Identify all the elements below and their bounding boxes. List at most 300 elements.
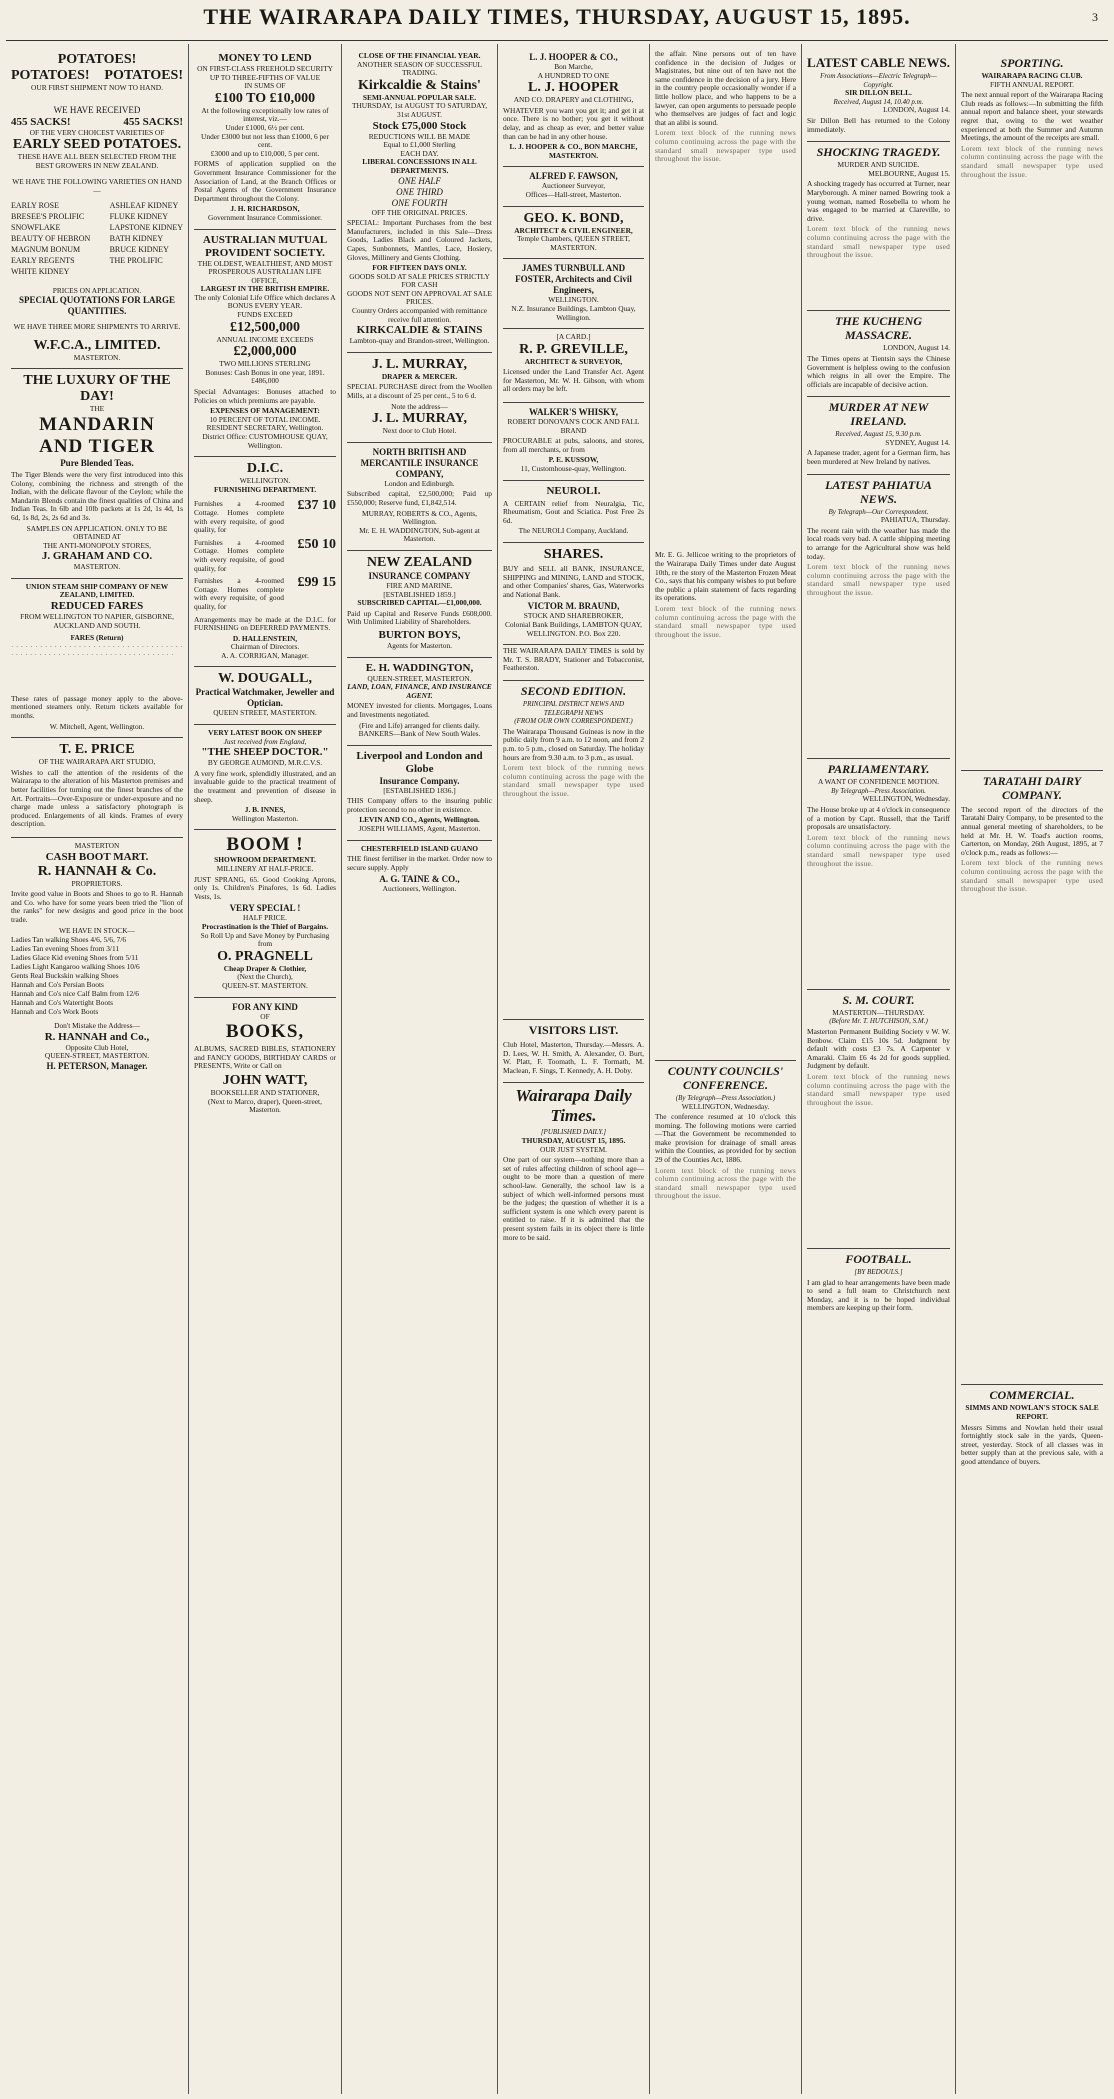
hannah-firm: R. HANNAH & Co.: [37, 863, 157, 879]
lpl-sub: Insurance Company.: [379, 775, 460, 786]
amp-mutual: The only Colonial Life Office which declares A BONUS EVERY YEAR.: [194, 292, 336, 311]
hannah-body: Invite good value in Boots and Shoes to go to R. Hannah and Co. who have for some years been tried the "lion of the ranks" for new designs and good price in the boot trade.: [11, 889, 183, 924]
potatoes-special: SPECIAL QUOTATIONS FOR LARGE QUANTITIES.: [19, 295, 175, 317]
guano-ad: [347, 841, 492, 900]
liverpool-ad: [347, 746, 492, 841]
stock-item: Ladies Glace Kid evening Shoes from 5/11: [11, 953, 139, 963]
potatoes-ad: [11, 48, 183, 369]
dougall-street: QUEEN STREET, MASTERTON.: [213, 708, 317, 718]
stock-item: Hannah and Co's Watertight Boots: [11, 998, 114, 1008]
nzi-est: [ESTABLISHED 1859.]: [383, 589, 456, 599]
nb-loc: London and Edinburgh.: [384, 478, 455, 488]
cable-2-sub: MURDER AND SUICIDE.: [837, 160, 920, 170]
murray-name2: J. L. MURRAY,: [371, 411, 468, 427]
close-dates: THURSDAY, 1st AUGUST TO SATURDAY, 31st AUGUST.: [351, 101, 488, 119]
amp-resident: RESIDENT SECRETARY, Wellington.: [206, 423, 324, 433]
guano-firm: A. G. TAINE & CO.,: [379, 874, 460, 885]
steam-head: UNION STEAM SHIP COMPANY OF NEW ZEALAND, LIMITED.: [25, 581, 169, 600]
lpl-agents: LEVIN AND CO., Agents, Wellington.: [359, 815, 480, 825]
tea-ad: [11, 369, 183, 579]
shares-body: BUY and SELL all BANK, INSURANCE, SHIPPING and MINING, LAND and STOCK, and other Companies' shares, Gas, Waterworks and National Bank.: [503, 564, 644, 599]
commercial-sub: SIMMS AND NOWLAN'S STOCK SALE REPORT.: [965, 1403, 1099, 1421]
money-terms: At the following exceptionally low rates of interest, viz.—: [201, 105, 329, 124]
dic-price-3: £99 15: [297, 575, 336, 591]
nb-head: NORTH BRITISH AND MERCANTILE INSURANCE COMPANY,: [360, 446, 479, 479]
close-orig: OFF THE ORIGINAL PRICES.: [371, 207, 468, 217]
potato-variety: BATH KIDNEY: [109, 233, 164, 243]
boom-head: BOOM !: [226, 834, 304, 856]
money-rate2: Under £3000 but not less than £1000, 6 per cent.: [201, 131, 329, 150]
hooper-sign: L. J. HOOPER & CO., BON MARCHE, MASTERTON.: [509, 142, 638, 160]
money-rate3: £3000 and up to £10,000, 5 per cent.: [210, 148, 320, 158]
turnbull-sub: N.Z. Insurance Buildings, Lambton Quay, Wellington.: [511, 303, 636, 322]
steamship-ad: [11, 579, 183, 738]
cable-1-head: SIR DILLON BELL.: [845, 88, 912, 98]
fawson-offices: Offices—Hall-street, Masterton.: [525, 189, 622, 199]
hannah-head2: CASH BOOT MART.: [45, 850, 149, 863]
second-edition-by: (FROM OUR OWN CORRESPONDENT.): [514, 717, 633, 726]
potatoes-sacks-left: 455 SACKS!: [11, 115, 71, 128]
close-fifteen: FOR FIFTEEN DAYS ONLY.: [372, 263, 467, 273]
sm-court-head: S. M. COURT.: [807, 989, 950, 1007]
cables-head: LATEST CABLE NEWS.: [807, 55, 950, 70]
amp-expenses: 10 PERCENT OF TOTAL INCOME.: [209, 414, 321, 424]
page-title: THE WAIRARAPA DAILY TIMES, THURSDAY, AUGUST 15, 1895.: [203, 4, 911, 29]
close-equal: Equal to £1,000 Sterling: [383, 140, 456, 150]
dic-name: D. HALLENSTEIN,: [232, 633, 298, 643]
potatoes-varieties-line: OF THE VERY CHOICEST VARIETIES OF: [29, 127, 165, 137]
nb-capital: Subscribed capital, £2,500,000; Paid up £550,000; Reserve fund, £1,842,514.: [347, 489, 492, 507]
cable-5-body: The recent rain with the weather has made the local roads very bad. A cattle shipping meeting to arrange for the Agricultural show was held today.: [807, 525, 950, 561]
steam-agent: W. Mitchell, Agent, Wellington.: [49, 721, 145, 731]
editorial-body: One part of our system—nothing more than a set of rules affecting children of school age—ought to be more than a question of mere school-law. Generally, the school law is a subject of which well-informed persons must be the judges; the question of whether it is a sufficient system is one which every parent is entitled to raise. If it is admitted that the present system fails in its object there is little more to be said.: [503, 1155, 644, 1242]
cable-2-filler: Lorem text block of the running news column continuing across the page with the standard small newspaper type used throughout the issue.: [807, 224, 950, 260]
column-1: [6, 44, 189, 2094]
dic-ad: [194, 457, 336, 667]
columns: [6, 44, 1108, 2094]
close-goods: GOODS SOLD AT SALE PRICES STRICTLY FOR CASH: [349, 271, 490, 290]
nb-agents: MURRAY, ROBERTS & CO., Agents, Wellington.: [362, 508, 477, 527]
potatoes-sacks-right: 455 SACKS!: [123, 115, 183, 128]
north-british-ad: [347, 443, 492, 551]
parliament-head: PARLIAMENTARY.: [807, 758, 950, 776]
cable-5-filler: Lorem text block of the running news column continuing across the page with the standard small newspaper type used throughout the issue.: [807, 562, 950, 597]
close-goods2: GOODS NOT SENT ON APPROVAL AT SALE PRICES.: [347, 288, 492, 307]
potato-variety: LAPSTONE KIDNEY: [109, 222, 183, 232]
cable-5-place: PAHIATUA, Thursday.: [880, 515, 950, 525]
wad-land: LAND, LOAN, FINANCE, AND INSURANCE AGENT.: [347, 682, 492, 700]
steam-fares-rows: · · · · · · · · · · · · · · · · · · · · · · · · · · · · · · · · · · · · · · · · · · · · · · · · · · · · · · · · · · · · · · · · · · · · · · ·: [11, 641, 183, 660]
close-country: Country Orders accompanied with remittance receive full attention.: [351, 306, 488, 324]
hannah-dont: Don't Mistake the Address—: [54, 1021, 140, 1031]
parliament-sub: A WANT OF CONFIDENCE MOTION.: [817, 777, 940, 787]
county-head: COUNTY COUNCILS' CONFERENCE.: [655, 1060, 796, 1092]
dic-price-1: £37 10: [297, 498, 336, 514]
sporting-body: The next annual report of the Wairarapa Racing Club reads as follows:—In submitting the fifth annual report and balance sheet, your stewards regret that, owing to the wet weather experienced at both the Summer and Autumn Meetings, the amount of the receipts are small.: [961, 90, 1103, 143]
cable-4-place: SYDNEY, August 14.: [885, 437, 950, 447]
editorial-date: THURSDAY, AUGUST 15, 1895.: [521, 1136, 626, 1146]
boom-show: SHOWROOM DEPARTMENT.: [214, 855, 316, 865]
tea-body: The Tiger Blends were the very first introduced into this Colony, combining the richness and strength of the Indian, with the delicate flavour of the Ceylon; while the Mandarin Blends contain the finest qualities of China and Indian Teas. In 6lb and 10lb packets at 1s 2d, 1s 4d, 1s 6d, 1s 8d, 2s, 2s 6d and 3s.: [11, 469, 183, 522]
lpl-local: JOSEPH WILLIAMS, Agent, Masterton.: [358, 824, 481, 834]
potatoes-head-right: POTATOES!: [104, 68, 183, 83]
murray-trade: DRAPER & MERCER.: [381, 371, 458, 381]
cable-1-body: Sir Dillon Bell has returned to the Colony immediately.: [807, 115, 950, 134]
neuroli-head: NEUROLI.: [546, 484, 601, 497]
murray-ad: [347, 353, 492, 443]
boom-next: (Next the Church),: [237, 972, 293, 982]
dic-wellington: WELLINGTON.: [239, 476, 291, 486]
price-name: T. E. PRICE: [59, 742, 135, 758]
potato-variety: SNOWFLAKE: [11, 222, 61, 232]
potatoes-right-list: [110, 200, 183, 277]
news-1: the affair. Nine persons out of ten have confidence in the decision of Judges or Magistrates, but nine out of ten have not the same confidence in the decision of a jury. Here in the country people occasionally wonder if a little hollow place, and who happens to be a lawyer, can open arguments to persuade people who themselves are judges of fact and logic that an alibi is sound.: [655, 49, 796, 127]
visitors-body: Club Hotel, Masterton, Thursday.—Messrs. A. D. Lees, W. H. Smith, A. Alexander, O. Burt, W. Platt, F. Toomath, L. F. Tormath, M. Maclean, F. Sings, T. Kennedy, A. H. Doby.: [503, 1040, 644, 1075]
books-any: FOR ANY KIND: [232, 1001, 298, 1012]
county-place: WELLINGTON, Wednesday.: [681, 1101, 770, 1111]
second-edition-sub: PRINCIPAL DISTRICT NEWS AND TELEGRAPH NEWS: [522, 699, 625, 717]
lpl-body: THIS Company offers to the insuring public protection second to no other in existence.: [347, 796, 492, 814]
money-ad: [194, 48, 336, 230]
parliament-by: By Telegraph—Press Association.: [831, 786, 926, 795]
editorial-masthead: Wairarapa Daily Times.: [503, 1082, 644, 1126]
potatoes-selected: THESE HAVE ALL BEEN SELECTED FROM THE BEST GROWERS IN NEW ZEALAND.: [17, 152, 177, 170]
guano-head: CHESTERFIELD ISLAND GUANO: [360, 843, 479, 853]
boom-ad: [194, 830, 336, 997]
second-edition-filler: Lorem text block of the running news column continuing across the page with the standard small newspaper type used throughout the issue.: [503, 763, 644, 798]
hannah-address: R. HANNAH and Co.,: [44, 1030, 150, 1043]
hooper-tag: A HUNDRED TO ONE: [537, 70, 610, 80]
cable-3-body: The Times opens at Tientsin says the Chinese Government is helpless owing to the confusion which reigns in all over the Empire. The officials are incapable of decisive action.: [807, 353, 950, 389]
money-up: UP TO THREE-FIFTHS OF VALUE: [209, 72, 321, 82]
boom-firm-sub: Cheap Draper & Clothier,: [223, 963, 307, 973]
steam-from: FROM WELLINGTON TO NAPIER, GISBORNE, AUCKLAND AND SOUTH.: [20, 612, 174, 630]
lpl-est: [ESTABLISHED 1836.]: [383, 785, 456, 795]
amp-sterling: TWO MILLIONS STERLING: [219, 359, 311, 369]
taratahi-filler: Lorem text block of the running news column continuing across the page with the standard small newspaper type used throughout the issue.: [961, 858, 1103, 894]
stock-item: Hannah and Co's Work Boots: [11, 1007, 99, 1017]
whisky-bond: ROBERT DONOVAN'S COCK AND FALL BRAND: [507, 417, 640, 435]
amp-district: District Office: CUSTOMHOUSE QUAY, Wellington.: [202, 432, 328, 450]
nzi-fire: FIRE AND MARINE.: [386, 580, 453, 590]
potato-variety: BRESEE'S PROLIFIC: [11, 211, 85, 221]
stock-item: Hannah and Co's nice Calf Balm from 12/6: [11, 989, 139, 999]
wad-name: E. H. WADDINGTON,: [365, 661, 474, 674]
second-edition-head: SECOND EDITION.: [503, 680, 644, 698]
steam-fares: REDUCED FARES: [50, 600, 144, 613]
sheep-by: BY GEORGE AUMOND, M.R.C.V.S.: [207, 758, 323, 768]
bond-addr: Temple Chambers, QUEEN STREET, MASTERTON.: [517, 234, 630, 252]
boom-proc: Procrastination is the Thief of Bargains.: [201, 921, 329, 931]
amp-annual-label: ANNUAL INCOME EXCEEDS: [216, 334, 314, 344]
sporting-filler: Lorem text block of the running news column continuing across the page with the standard small newspaper type used throughout the issue.: [961, 143, 1103, 179]
bond-name: GEO. K. BOND,: [523, 210, 624, 226]
hannah-queen: QUEEN-STREET, MASTERTON.: [44, 1051, 150, 1061]
close-liberal: LIBERAL CONCESSIONS IN ALL DEPARTMENTS.: [362, 157, 477, 175]
boom-milli: MILLINERY AT HALF-PRICE.: [216, 864, 314, 873]
tea-stores: THE ANTI-MONOPOLY STORES,: [43, 540, 151, 550]
neuroli-from: The NEUROLI Company, Auckland.: [518, 526, 629, 536]
neuroli-body: A CERTAIN relief from Neuralgia, Tic, Rheumatism, Gout and Sciatica. Post Free 2s 6d.: [503, 498, 644, 525]
county-by: (By Telegraph—Press Association.): [675, 1093, 776, 1102]
column-4: [498, 44, 650, 2094]
whisky-ad: [503, 403, 644, 481]
money-title: Government Insurance Commissioner.: [208, 212, 322, 222]
wad-money: MONEY invested for clients. Mortgages, Loans and Investments negotiated.: [347, 701, 492, 719]
potatoes-early: EARLY SEED POTATOES.: [12, 137, 182, 153]
close-addr: Lambton-quay and Brandon-street, Wellington.: [349, 336, 490, 346]
amp-sub: THE OLDEST, WEALTHIEST, AND MOST PROSPEROUS AUSTRALIAN LIFE OFFICE,: [197, 258, 333, 285]
second-edition-body: The Wairarapa Thousand Guineas is now in the public daily from 9 a.m. to 12 noon, and from 2 p.m. to 5 p.m., closed on Saturday. The holiday hours are from 9.30 a.m. to 3 p.m., as usual.: [503, 726, 645, 762]
sporting-fifth: FIFTH ANNUAL REPORT.: [990, 79, 1074, 89]
news-1-filler: Lorem text block of the running news column continuing across the page with the standard small newspaper type used throughout the issue.: [655, 128, 796, 164]
amp-bonus: Bonuses: Cash Bonus in one year, 1891. £486,000: [205, 367, 325, 386]
football-by: [BY BEDOULS.]: [854, 1267, 903, 1276]
boom-half: HALF PRICE.: [243, 913, 287, 923]
football-head: FOOTBALL.: [807, 1248, 950, 1266]
greville-head: [A CARD.]: [556, 332, 591, 342]
close-one-fourth: ONE FOURTH: [391, 197, 448, 208]
nz-insurance-ad: [347, 551, 492, 658]
amp-ad: [194, 230, 336, 458]
sheep-doctor-ad: [194, 725, 336, 830]
amp-expenses-head: EXPENSES OF MANAGEMENT:: [210, 406, 320, 416]
commercial-head: COMMERCIAL.: [961, 1384, 1103, 1402]
stock-item: Ladies Light Kangaroo walking Shoes 10/6: [11, 962, 140, 972]
potatoes-received: WE HAVE RECEIVED: [53, 104, 141, 115]
masthead: [0, 2, 1114, 42]
shares-name: VICTOR M. BRAUND,: [527, 601, 620, 612]
fawson-role: Auctioneer Surveyor,: [541, 181, 606, 191]
turnbull-firm: JAMES TURNBULL AND FOSTER, Architects and Civil Engineers,: [515, 263, 632, 296]
tea-pure: Pure Blended Teas.: [60, 457, 134, 468]
steam-fares-table: FARES (Return): [70, 633, 124, 643]
dougall-ad: [194, 667, 336, 725]
hannah-head: MASTERTON: [74, 840, 120, 850]
nzi-capital: SUBSCRIBED CAPITAL—£1,000,000.: [357, 598, 482, 608]
amp-largest: LARGEST IN THE BRITISH EMPIRE.: [200, 284, 330, 294]
close-another: ANOTHER SEASON OF SUCCESSFUL TRADING.: [356, 59, 483, 78]
tea-town: MASTERTON.: [73, 562, 121, 572]
amp-funds: £12,500,000: [230, 319, 300, 335]
page-number: 3: [1092, 10, 1098, 24]
tea-mandarin: MANDARIN: [39, 413, 155, 435]
visitors-head: VISITORS LIST.: [503, 1019, 644, 1037]
dic-arr: Arrangements may be made at the D.I.C. for FURNISHING on DEFERRED PAYMENTS.: [194, 614, 336, 633]
sm-court-filler: Lorem text block of the running news column continuing across the page with the standard small newspaper type used throughout the issue.: [807, 1071, 950, 1107]
news-2: Mr. E. G. Jellicoe writing to the proprietors of the Wairarapa Daily Times under date August 10th, re the story of the Masterton Frozen Meat Co., says that his company wishes to put before the public a plain statement of facts regarding its operations.: [655, 550, 796, 603]
county-filler: Lorem text block of the running news column continuing across the page with the standard small newspaper type used throughout the issue.: [655, 1165, 796, 1201]
parliament-body: The House broke up at 4 o'clock in consequence of a motion by Capt. Russell, that the Tariff proposals are unsatisfactory.: [807, 805, 950, 832]
editorial-est: [PUBLISHED DAILY.]: [540, 1128, 607, 1137]
murray-notes: Note the address—: [391, 401, 448, 411]
amp-head: AUSTRALIAN MUTUAL PROVIDENT SOCIETY.: [202, 233, 328, 259]
masthead-rule: [6, 40, 1108, 41]
books-of: OF: [260, 1011, 270, 1021]
nzi-agents-sub: Agents for Masterton.: [386, 640, 453, 650]
potatoes-following: WE HAVE THE FOLLOWING VARIETIES ON HAND—: [12, 177, 182, 195]
commercial-body: Messrs Simms and Nowlan held their usual fortnightly stock sale in the yards, Queen-street, yesterday. Stock of all classes was in better supply than at the previous sale, with a good attendance of buyers.: [961, 1422, 1103, 1466]
close-firm: Kirkcaldie & Stains': [358, 77, 481, 93]
potato-variety: BEAUTY OF HEBRON: [11, 233, 91, 243]
county-body: The conference resumed at 10 o'clock this morning. The following motions were carried—That the Government be recommended to make provision for drainage of small areas within the Counties, as provided for by section 29 of the Counties Act, 1886.: [655, 1112, 796, 1165]
cable-5-head: LATEST PAHIATUA NEWS.: [807, 474, 950, 506]
nzi-agents: BURTON BOYS,: [378, 628, 461, 641]
shares-ad: [503, 543, 644, 645]
stock-item: Ladies Tan walking Shoes 4/6, 5/6, 7/6: [11, 935, 127, 945]
potatoes-shipment: OUR FIRST SHIPMENT NOW TO HAND.: [31, 83, 163, 92]
bond-role: ARCHITECT & CIVIL ENGINEER,: [514, 225, 633, 235]
books-albums: ALBUMS, SACRED BIBLES, STATIONERY and FANCY GOODS, BIRTHDAY CARDS or PRESENTS, Write or Call on: [194, 1044, 336, 1071]
boom-be: So Roll Up and Save Money by Purchasing from: [200, 930, 330, 949]
taratahi-head: TARATAHI DAIRY COMPANY.: [961, 770, 1103, 802]
tea-samples: SAMPLES ON APPLICATION. ONLY TO BE OBTAINED AT: [26, 523, 168, 542]
greville-name: R. P. GREVILLE,: [519, 341, 628, 357]
potatoes-head: POTATOES!: [57, 52, 137, 67]
money-body: FORMS of application supplied on the Government Insurance Commissioner for the Association of Land, at the Branch Offices or Postal Agents of the Government Insurance Department throughout the Colony.: [194, 159, 336, 203]
dic-role: Chairman of Directors.: [230, 642, 300, 652]
cable-3-place: LONDON, August 14.: [883, 343, 950, 353]
cable-2-head: SHOCKING TRAGEDY.: [807, 141, 950, 159]
books-ad: [194, 998, 336, 1121]
potato-variety: EARLY REGENTS: [11, 255, 75, 265]
books-name: JOHN WATT,: [222, 1072, 308, 1088]
hannah-ad: [11, 838, 183, 1078]
amp-income: £2,000,000: [233, 344, 297, 360]
books-trade: BOOKSELLER AND STATIONER,: [210, 1087, 320, 1097]
close-body: SPECIAL: Important Purchases from the best Manufacturers, included in this Sale—Dress Goods, Ladies Black and Coloured Jackets, Capes, Sunbonnets, Mantles, Lace, Hosiery, Gloves, Millinery and Gents Clothing.: [347, 218, 492, 262]
books-addr: (Next to Marco, draper), Queen-street, Masterton.: [208, 1096, 322, 1115]
football-body: I am glad to hear arrangements have been made to send a full team to Christchurch next Monday, and it is to be hoped individual members are keeping up their form.: [807, 1277, 950, 1313]
potato-variety: WHITE KIDNEY: [11, 266, 70, 276]
close-red: REDUCTIONS WILL BE MADE: [368, 131, 471, 141]
boom-addr: QUEEN-ST. MASTERTON.: [222, 980, 308, 990]
boom-special: VERY SPECIAL !: [229, 903, 301, 914]
tea-luxury: THE LUXURY OF THE DAY!: [23, 373, 171, 405]
nb-sub: Mr. E. H. WADDINGTON, Sub-agent at Masterton.: [359, 525, 480, 544]
cables-by: From Associations—Electric Telegraph—Copyright.: [820, 72, 937, 89]
dic-furniture: FURNISHING DEPARTMENT.: [213, 484, 317, 494]
murray-name: J. L. MURRAY,: [371, 356, 468, 372]
stock-item: Hannah and Co's Persian Boots: [11, 980, 104, 990]
murray-body: SPECIAL PURCHASE direct from the Woollen Mills, at a discount of 25 per cent., 5 to 6 d.: [347, 382, 492, 401]
neuroli-ad: [503, 481, 644, 543]
potato-variety: ASHLEAF KIDNEY: [109, 200, 179, 210]
dic-head: D.I.C.: [246, 461, 284, 477]
amp-funds-label: FUNDS EXCEED: [237, 310, 293, 320]
potato-variety: THE PROLIFIC: [109, 255, 163, 265]
cable-2-body: A shocking tragedy has occurred at Turner, near Maryborough. A miner named Bowring took a young woman, named Rosebella to whom he was engaged to be married at Clareville, to drive.: [807, 179, 950, 223]
dic-manager: A. A. CORRIGAN, Manager.: [221, 650, 309, 660]
cable-2-place: MELBOURNE, August 15.: [868, 168, 950, 178]
column-2: [189, 44, 342, 2094]
dic-desc-2: Furnishes a 4-roomed Cottage. Homes complete with every requisite, of good quality, for: [194, 537, 284, 573]
potato-variety: BRUCE KIDNEY: [109, 244, 169, 254]
shares-addr: Colonial Bank Buildings, LAMBTON QUAY, WELLINGTON. P.O. Box 220.: [504, 619, 642, 638]
kirkcaldie-ad: [347, 48, 492, 353]
wad-addr: QUEEN-STREET, MASTERTON.: [367, 673, 472, 683]
stock-item: Gents Real Buckskin walking Shoes: [11, 971, 119, 981]
hooper-and: AND CO. DRAPERY and CLOTHING,: [513, 95, 634, 105]
distribution-notice: THE WAIRARAPA DAILY TIMES is sold by Mr. T. S. BRADY, Stationer and Tobacconist, Featherston.: [503, 646, 644, 673]
hannah-opp: Opposite Club Hotel,: [65, 1042, 129, 1052]
sheep-body: A very fine work, splendidly illustrated, and an invaluable guide to the practical treatment of the treatment and prevention of disease in sheep.: [194, 768, 336, 804]
column-5: [650, 44, 802, 2094]
hooper-ad: [503, 48, 644, 167]
shares-role: STOCK AND SHAREBROKER,: [523, 611, 624, 621]
cable-1-sub: Received, August 14, 10.40 p.m.: [833, 97, 924, 106]
dic-desc-1: Furnishes a 4-roomed Cottage. Homes complete with every requisite, of good quality, for: [194, 499, 284, 535]
cable-5-by: By Telegraph—Our Correspondent.: [828, 507, 929, 516]
tea-and-tiger: AND TIGER: [39, 435, 155, 457]
tea-the: THE: [89, 404, 105, 414]
boom-firm: O. PRAGNELL: [217, 948, 313, 964]
guano-addr: Auctioneers, Wellington.: [382, 884, 457, 894]
dic-price-2: £50 10: [297, 536, 336, 552]
greville-ad: [503, 329, 644, 403]
dougall-trade: Practical Watchmaker, Jeweller and Optician.: [195, 687, 335, 709]
steam-note: These rates of passage money apply to the above-mentioned steamers only. Return tickets available for months.: [11, 693, 183, 721]
turnbull-addr: WELLINGTON.: [548, 295, 599, 305]
hooper-body: WHATEVER you want you get it; and get it at once. There is no bother; you get it without delay, and as cheap as ever, and better value than can be had in any other house.: [503, 105, 644, 141]
potato-variety: MAGNUM BONUM: [11, 244, 81, 254]
money-head: MONEY TO LEND: [218, 52, 312, 64]
close-firm2: KIRKCALDIE & STAINS: [356, 324, 483, 337]
hooper-head: L. J. HOOPER & CO.,: [529, 52, 618, 62]
news-2-filler: Lorem text block of the running news column continuing across the page with the standard small newspaper type used throughout the issue.: [655, 603, 796, 639]
nzi-sub: INSURANCE COMPANY: [368, 570, 471, 581]
potatoes-three-more: WE HAVE THREE MORE SHIPMENTS TO ARRIVE.: [13, 322, 181, 332]
sheep-title: "THE SHEEP DOCTOR.": [201, 746, 329, 759]
boom-body: JUST SPRANG, 65. Good Cooking Aprons, only 1s. Children's Pinafores, 1s 6d. Ladies Vests, 1s.: [194, 874, 336, 901]
parliament-filler: Lorem text block of the running news column continuing across the page with the standard small newspaper type used throughout the issue.: [807, 832, 950, 868]
whisky-name: P. E. KUSSOW,: [548, 455, 599, 465]
potato-variety: FLUKE KIDNEY: [109, 211, 169, 221]
close-one-third: ONE THIRD: [396, 186, 443, 197]
sheep-head: VERY LATEST BOOK ON SHEEP: [208, 728, 322, 738]
dic-desc-3: Furnishes a 4-roomed Cottage. Homes complete with every requisite, of good quality, for: [194, 576, 284, 611]
potatoes-company: W.F.C.A., LIMITED.: [33, 337, 161, 353]
hooper-sub: Bon Marche,: [554, 62, 593, 71]
hannah-we-have: WE HAVE IN STOCK—: [59, 925, 135, 935]
close-head: CLOSE OF THE FINANCIAL YEAR.: [358, 51, 481, 60]
turnbull-ad: [503, 259, 644, 329]
shares-head: SHARES.: [543, 547, 604, 562]
money-sums: IN SUMS OF: [244, 81, 286, 91]
lpl-head: Liverpool and London and Globe: [356, 749, 483, 775]
waddington-ad: [347, 658, 492, 746]
money-sub: ON FIRST-CLASS FREEHOLD SECURITY: [197, 64, 333, 73]
close-semi: SEMI-ANNUAL POPULAR SALE.: [362, 92, 477, 102]
hannah-manager: H. PETERSON, Manager.: [46, 1060, 148, 1071]
price-title: OF THE WAIRARAPA ART STUDIO,: [38, 757, 156, 767]
price-studio-ad: [11, 738, 183, 838]
sheep-sub: Just received from England,: [223, 736, 307, 746]
cable-1-place: LONDON, August 14.: [883, 105, 950, 115]
wad-fire: (Fire and Life) arranged for clients daily.: [359, 720, 480, 730]
cable-3-head: THE KUCHENG MASSACRE.: [807, 310, 950, 342]
whisky-addr: 11, Customhouse-quay, Wellington.: [520, 464, 627, 474]
sheep-addr: Wellington Masterton.: [231, 813, 299, 823]
tea-firm: J. GRAHAM AND CO.: [41, 550, 153, 563]
whisky-head: WALKER'S WHISKY,: [528, 407, 619, 418]
sm-court-by: (Before Mr. T. HUTCHISON, S.M.): [829, 1017, 928, 1026]
editorial-city: OUR JUST SYSTEM.: [539, 1144, 607, 1154]
potatoes-prices: PRICES ON APPLICATION.: [52, 285, 142, 295]
stock-item: Ladies Tan evening Shoes from 3/11: [11, 944, 120, 954]
potatoes-left-list: [11, 200, 90, 277]
books-books: BOOKS,: [225, 1021, 305, 1043]
